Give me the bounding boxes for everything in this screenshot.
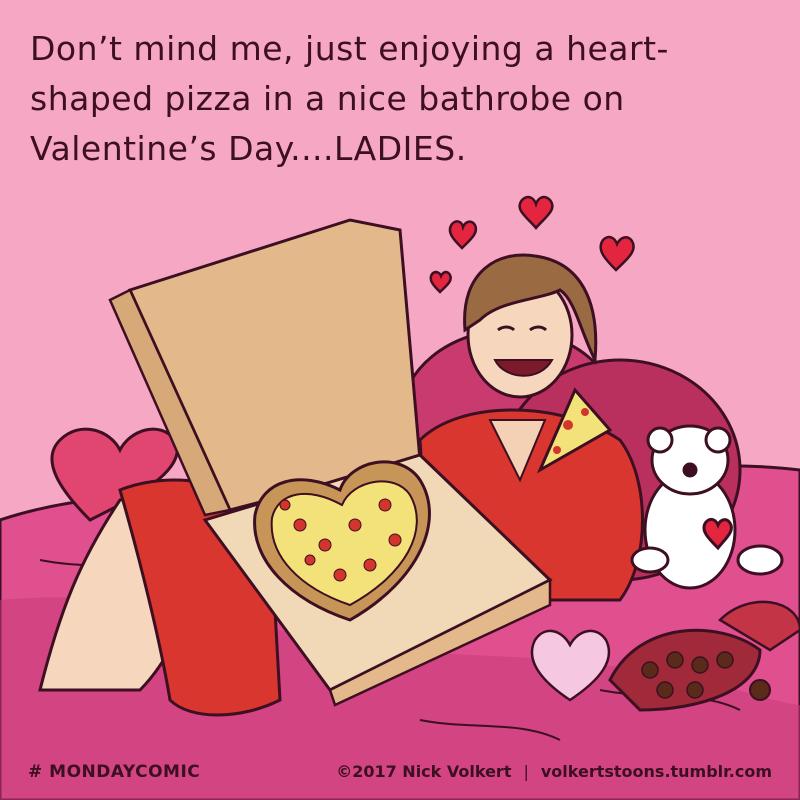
credits [336, 762, 772, 781]
copyright-text: ©2017 Nick Volkert [336, 762, 512, 781]
hashtag-label: # MONDAYCOMIC [28, 762, 201, 782]
caption-line: Valentine’s Day....LADIES. [30, 129, 467, 168]
caption-line: Don’t mind me, just enjoying a heart- [30, 29, 669, 68]
site-url: volkertstoons.tumblr.com [540, 762, 772, 781]
caption-text [30, 24, 770, 174]
separator: | [523, 762, 529, 781]
caption-line: shaped pizza in a nice bathrobe on [30, 79, 625, 118]
